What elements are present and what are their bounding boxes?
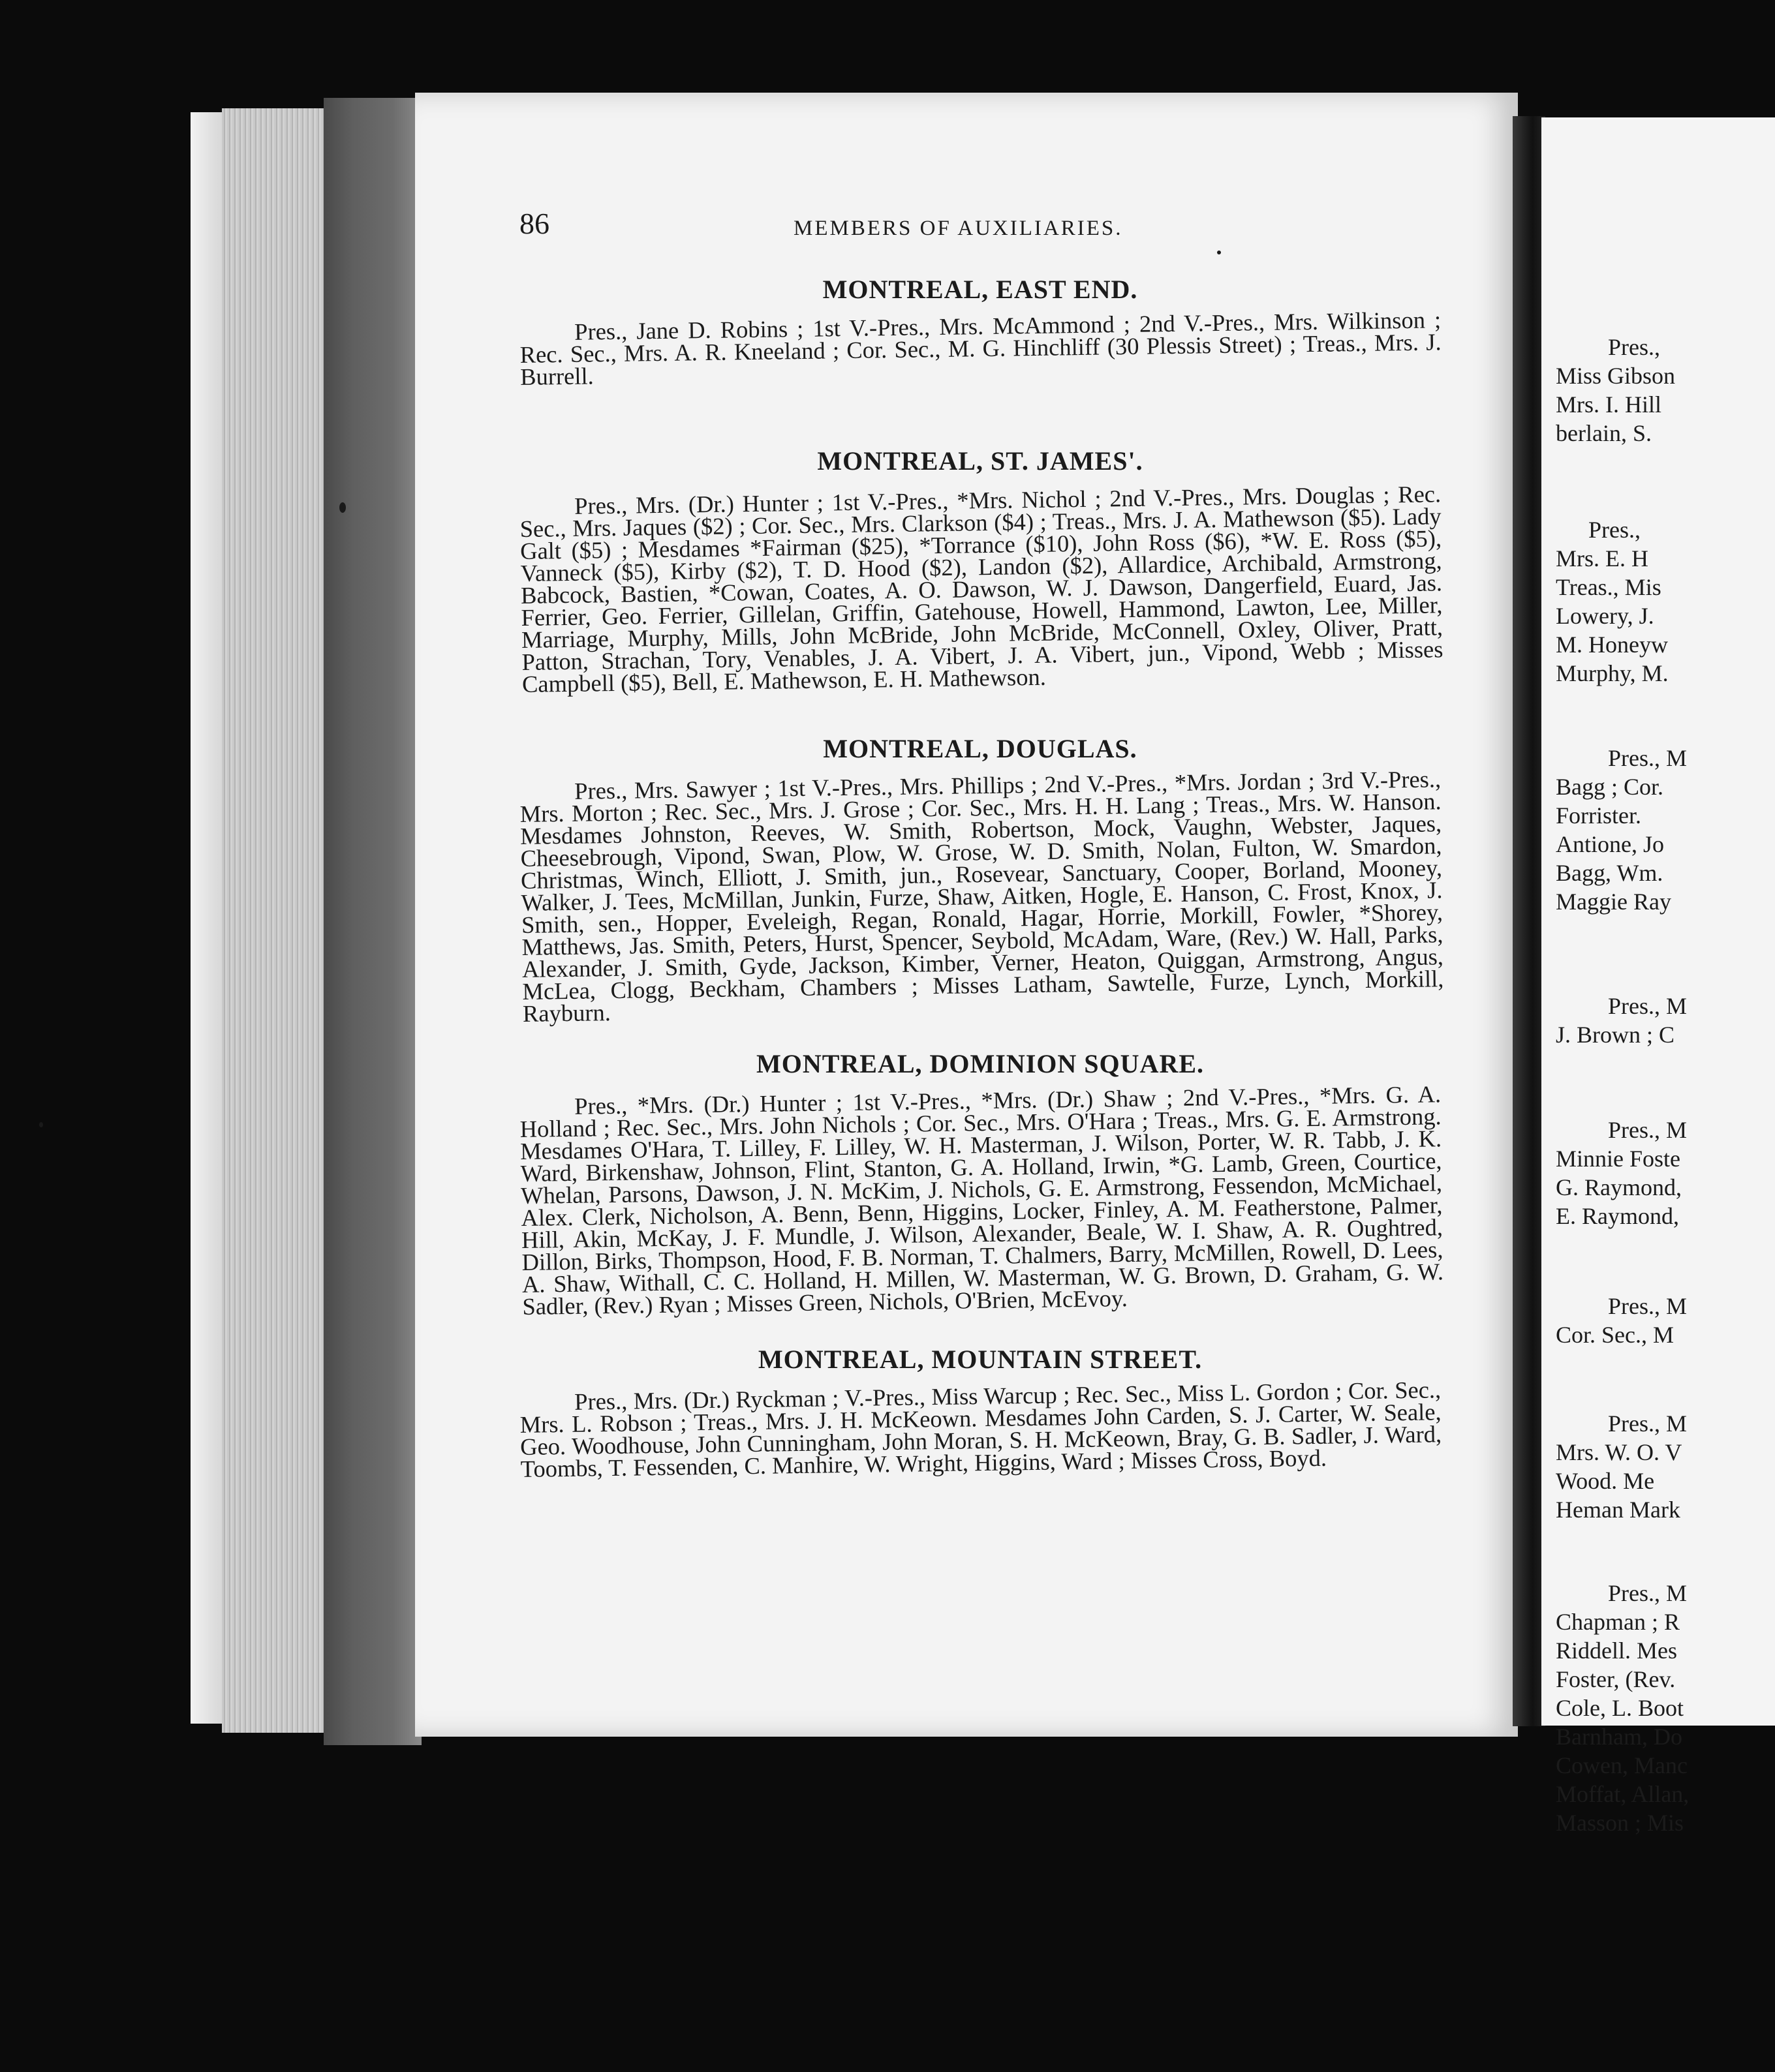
fragment-line: Riddell. Mes [1556, 1638, 1677, 1664]
page-mark [39, 1122, 43, 1127]
fragment-line: Pres., M [1608, 993, 1688, 1019]
section-text-east-end: Pres., Jane D. Robins ; 1st V.-Pres., Mrs. McAmmond ; 2nd V.-Pres., Mrs. Wilkinson ; Rec. Sec., Mrs. A. R. Kneeland ; Cor. Sec., M. G. Hinchliff (30 Plessis Street) ; Treas., Mrs. J. Burrell. [519, 306, 1442, 390]
section-text-dominion-square: Pres., *Mrs. (Dr.) Hunter ; 1st V.-Pres., *Mrs. (Dr.) Shaw ; 2nd V.-Pres., *Mrs. G. A. Holland ; Rec. Sec., Mrs. John Nichols ; Cor. Sec., Mrs. O'Hara ; Treas., Mrs. G. E. Armstrong. Mesdames O'Hara, T. Lilley, F. Lilley, W. H. Masterman, J. Wilson, Porter, W. R. Tabb, J. K. Ward, Birkenshaw, Johnson, Flint, Stanton, G. A. Holland, Irwin, *G. Lamb, Green, Courtice, Whelan, Parsons, Dawson, J. N. McKim, J. Nichols, G. E. Armstrong, Fessendon, McMichael, Alex. Clerk, Nicholson, A. Benn, Benn, Higgins, Locker, Finley, A. M. Featherstone, Palmer, Hill, Akin, McKay, J. F. Mundle, J. Wilson, Alexander, Beale, W. I. Shaw, A. R. Oughtred, Dillon, Birks, Thompson, Hood, F. B. Norman, T. Chalmers, Barry, McMillen, Rowell, D. Lees, A. Shaw, Withall, C. C. Holland, H. Millen, W. Masterman, W. G. Brown, D. Graham, G. W. Sadler, (Rev.) Ryan ; Misses Green, Nichols, O'Brien, McEvoy. [519, 1080, 1444, 1320]
binding-shadow [324, 98, 422, 1745]
fragment-line: Forrister. [1556, 802, 1641, 829]
fragment-line: Pres., M [1608, 745, 1688, 771]
fragment-line: Cor. Sec., M [1556, 1322, 1675, 1348]
fragment-line: Murphy, M. [1556, 660, 1669, 686]
fragment-line: Miss Gibson [1556, 363, 1676, 389]
right-fragment-1 [1556, 333, 1675, 448]
section-title-mountain-street: MONTREAL, MOUNTAIN STREET. [758, 1345, 1203, 1374]
page-mark [1217, 251, 1221, 254]
running-title: MEMBERS OF AUXILIARIES. [794, 217, 1123, 240]
right-fragment-6 [1556, 1292, 1687, 1349]
fragment-line: Lowery, J. [1556, 603, 1654, 629]
fragment-line: Cowen, Manc [1556, 1752, 1688, 1778]
section-text-st-james: Pres., Mrs. (Dr.) Hunter ; 1st V.-Pres., *Mrs. Nichol ; 2nd V.-Pres., Mrs. Douglas ; Rec. Sec., Mrs. Jaques ($2) ; Cor. Sec., Mrs. Clarkson ($4) ; Treas., Mrs. J. A. Mathewson ($5). Lady Galt ($5) ; Mesdames *Fairman ($25), *Torrance ($10), John Ross ($6), *W. E. Ross ($5), Vanneck ($5), Kirby ($2), T. D. Hood ($2), Landon ($2), Allardice, Archibald, Armstrong, Babcock, Bastien, *Cowan, Coates, A. O. Dawson, W. J. Dawson, Dangerfield, Euard, Jas. Ferrier, Geo. Ferrier, Gillelan, Griffin, Gatehouse, Howell, Hammond, Lawton, Lee, Miller, Marriage, Murphy, Mills, John McBride, John McBride, McConnell, Oxley, Oliver, Pratt, Patton, Strachan, Tory, Venables, J. A. Vibert, J. A. Vibert, jun., Vipond, Webb ; Misses Campbell ($5), Bell, E. Mathewson, E. H. Mathewson. [519, 480, 1443, 697]
right-fragment-8 [1556, 1579, 1689, 1837]
section-text-douglas: Pres., Mrs. Sawyer ; 1st V.-Pres., Mrs. Phillips ; 2nd V.-Pres., *Mrs. Jordan ; 3rd V.-Pres., Mrs. Morton ; Rec. Sec., Mrs. J. Grose ; Cor. Sec., Mrs. H. H. Lang ; Treas., Mrs. W. Hanson. Mesdames Johnston, Reeves, W. Smith, Robertson, Mock, Vaughn, Webster, Jaques, Cheesebrough, Vipond, Swan, Plow, W. Grose, W. D. Smith, Nolan, Fulton, W. Smardon, Christmas, Winch, Elliott, J. Smith, jun., Rosevear, Sanctuary, Cooper, Borland, Mooney, Walker, J. Tees, McMillan, Junkin, Furze, Shaw, Aitken, Hogle, E. Hanson, C. Frost, Knox, J. Smith, sen., Hopper, Eveleigh, Regan, Ronald, Hagar, Horrie, Morkill, Fowler, *Shorey, Matthews, Jas. Smith, Peters, Hurst, Spencer, Seybold, McAdam, Ware, (Rev.) W. Hall, Parks, Alexander, J. Smith, Gyde, Jackson, Kimber, Verner, Heaton, Quiggan, Armstrong, Angus, McLea, Clogg, Beckham, Chambers ; Misses Latham, Sawtelle, Furze, Lynch, Morkill, Rayburn. [519, 765, 1444, 1027]
fragment-line: Antione, Jo [1556, 831, 1664, 857]
fragment-line: Mrs. E. H [1556, 545, 1648, 571]
right-fragment-5 [1556, 1116, 1687, 1230]
fragment-line: Minnie Foste [1556, 1146, 1681, 1172]
fragment-line: Mrs. W. O. V [1556, 1439, 1682, 1465]
fragment-line: Barnham, Do [1556, 1724, 1682, 1750]
fragment-line: Chapman ; R [1556, 1609, 1680, 1635]
section-title-east-end: MONTREAL, EAST END. [822, 275, 1138, 304]
fragment-line: Pres., M [1608, 1580, 1688, 1606]
page-number: 86 [519, 207, 549, 240]
section-text-mountain-street: Pres., Mrs. (Dr.) Ryckman ; V.-Pres., Miss Warcup ; Rec. Sec., Miss L. Gordon ; Cor. Sec., Mrs. L. Robson ; Treas., Mrs. J. H. McKeown. Mesdames John Carden, S. J. Carter, W. Seale, Geo. Woodhouse, John Cunningham, John Moran, S. H. McKeown, Bray, G. B. Sadler, J. Ward, Toombs, T. Fessenden, C. Manhire, W. Wright, Higgins, Ward ; Misses Cross, Boyd. [519, 1376, 1442, 1482]
fragment-line: Pres., M [1608, 1410, 1688, 1437]
fragment-line: Bagg ; Cor. [1556, 774, 1664, 800]
page-content [519, 206, 1444, 1482]
fragment-line: Bagg, Wm. [1556, 860, 1663, 886]
fragment-line: Pres., [1588, 517, 1641, 543]
right-fragment-3 [1556, 744, 1687, 916]
fragment-line: Pres., [1608, 334, 1660, 360]
right-fragment-2 [1556, 515, 1669, 688]
section-title-st-james: MONTREAL, ST. JAMES'. [817, 446, 1143, 476]
fragment-line: Foster, (Rev. [1556, 1666, 1676, 1692]
right-page [1541, 117, 1775, 1836]
running-head [519, 206, 1441, 245]
fragment-line: Cole, L. Boot [1556, 1695, 1684, 1721]
fragment-line: Pres., M [1608, 1293, 1688, 1319]
fragment-line: M. Honeyw [1556, 632, 1668, 658]
book-fore-edge [222, 108, 332, 1733]
right-fragment-7 [1556, 1409, 1687, 1524]
fragment-line: Moffat, Allan, [1556, 1781, 1690, 1807]
page-mark [339, 502, 346, 513]
fragment-line: J. Brown ; C [1556, 1022, 1675, 1048]
fragment-line: Treas., Mis [1556, 574, 1661, 600]
fragment-line: E. Raymond, [1556, 1203, 1679, 1229]
section-title-douglas: MONTREAL, DOUGLAS. [823, 734, 1137, 763]
fragment-line: Heman Mark [1556, 1497, 1680, 1523]
fragment-line: Wood. Me [1556, 1468, 1655, 1494]
fragment-line: G. Raymond, [1556, 1174, 1682, 1200]
book-gutter [1513, 116, 1545, 1726]
fragment-line: Maggie Ray [1556, 889, 1671, 915]
fragment-line: berlain, S. [1556, 420, 1652, 446]
fragment-line: Mrs. I. Hill [1556, 391, 1661, 418]
fragment-line: Pres., M [1608, 1117, 1688, 1143]
section-title-dominion-square: MONTREAL, DOMINION SQUARE. [756, 1049, 1205, 1078]
fragment-line: Masson ; Mis [1556, 1810, 1684, 1836]
right-fragment-4 [1556, 992, 1687, 1049]
